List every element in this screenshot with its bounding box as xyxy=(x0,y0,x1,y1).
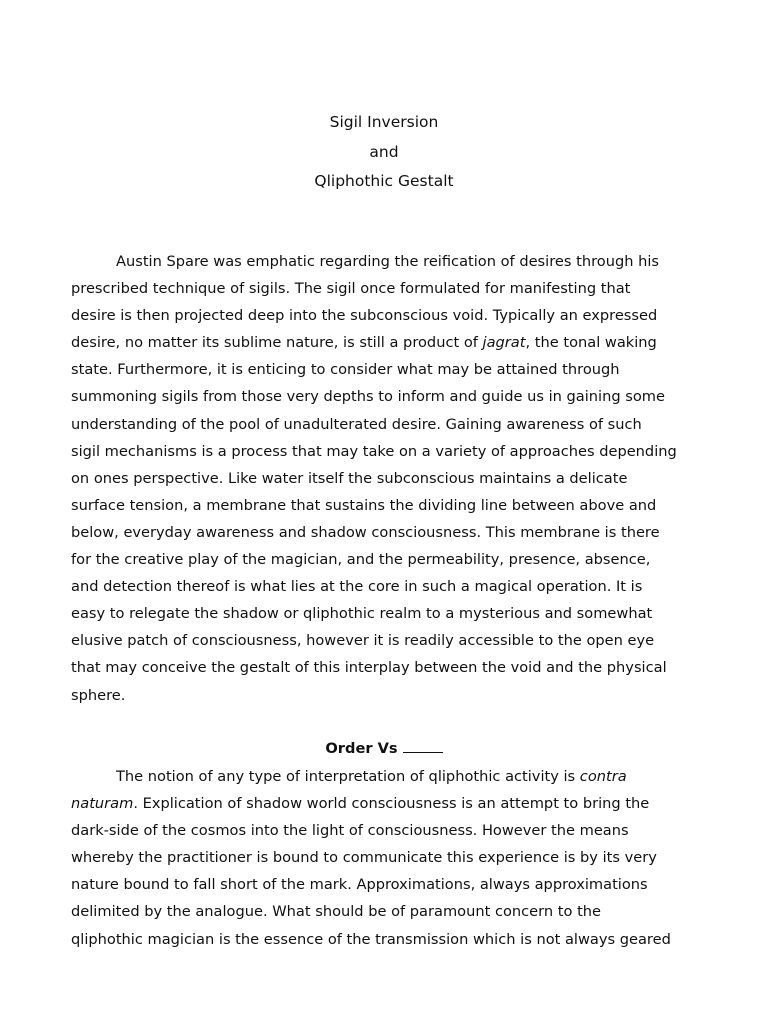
paragraph-line: sphere. xyxy=(71,686,126,704)
section-heading-text: Order Vs xyxy=(325,740,398,757)
paragraph-2 xyxy=(71,763,711,953)
paragraph-line: The notion of any type of interpretation of qliphothic activity is contra xyxy=(116,768,627,785)
italic-term: contra xyxy=(579,768,627,785)
paragraph-line: nature bound to fall short of the mark. Approximations, always approximations xyxy=(71,876,648,894)
paragraph-line: and detection thereof is what lies at the core in such a magical operation. It is xyxy=(71,578,643,596)
paragraph-line: understanding of the pool of unadulterated desire. Gaining awareness of such xyxy=(71,415,642,433)
title-line-1: Sigil Inversion xyxy=(329,113,439,131)
paragraph-line: on ones perspective. Like water itself the subconscious maintains a delicate xyxy=(71,469,628,487)
paragraph-line: Austin Spare was emphatic regarding the reification of desires through his xyxy=(116,253,660,270)
title-line-2: and xyxy=(369,142,399,161)
paragraph-line: qliphothic magician is the essence of the transmission which is not always geared xyxy=(71,930,671,948)
paragraph-line: sigil mechanisms is a process that may take on a variety of approaches depending xyxy=(71,442,677,460)
paragraph-line: naturam. Explication of shadow world consciousness is an attempt to bring the xyxy=(71,795,650,813)
title-line-3: Qliphothic Gestalt xyxy=(314,172,454,190)
paragraph-line: surface tension, a membrane that sustains the dividing line between above and xyxy=(71,496,657,514)
paragraph-line: summoning sigils from those very depths to inform and guide us in gaining some xyxy=(71,388,665,406)
paragraph-line: below, everyday awareness and shadow consciousness. This membrane is there xyxy=(71,523,660,541)
paragraph-line: easy to relegate the shadow or qliphothic realm to a mysterious and somewhat xyxy=(71,605,653,623)
paragraph-line: desire, no matter its sublime nature, is still a product of jagrat, the tonal waking xyxy=(71,334,657,352)
paragraph-line: prescribed technique of sigils. The sigil once formulated for manifesting that xyxy=(71,280,631,298)
paragraph-line: for the creative play of the magician, and the permeability, presence, absence, xyxy=(71,551,651,569)
section-heading xyxy=(0,738,768,760)
paragraph-line: delimited by the analogue. What should be of paramount concern to the xyxy=(71,903,602,921)
paragraph-line: dark-side of the cosmos into the light of consciousness. However the means xyxy=(71,822,629,840)
paragraph-line: desire is then projected deep into the subconscious void. Typically an expressed xyxy=(71,307,658,325)
paragraph-line: that may conceive the gestalt of this interplay between the void and the physical xyxy=(71,659,667,677)
document-title xyxy=(0,108,768,197)
paragraph-line: elusive patch of consciousness, however it is readily accessible to the open eye xyxy=(71,632,655,650)
italic-term: jagrat xyxy=(482,334,526,352)
blank-underline xyxy=(403,738,443,753)
paragraph-line: whereby the practitioner is bound to communicate this experience is by its very xyxy=(71,849,657,867)
paragraph-1 xyxy=(71,248,711,709)
paragraph-line: state. Furthermore, it is enticing to consider what may be attained through xyxy=(71,361,620,379)
italic-term: naturam xyxy=(71,795,134,813)
